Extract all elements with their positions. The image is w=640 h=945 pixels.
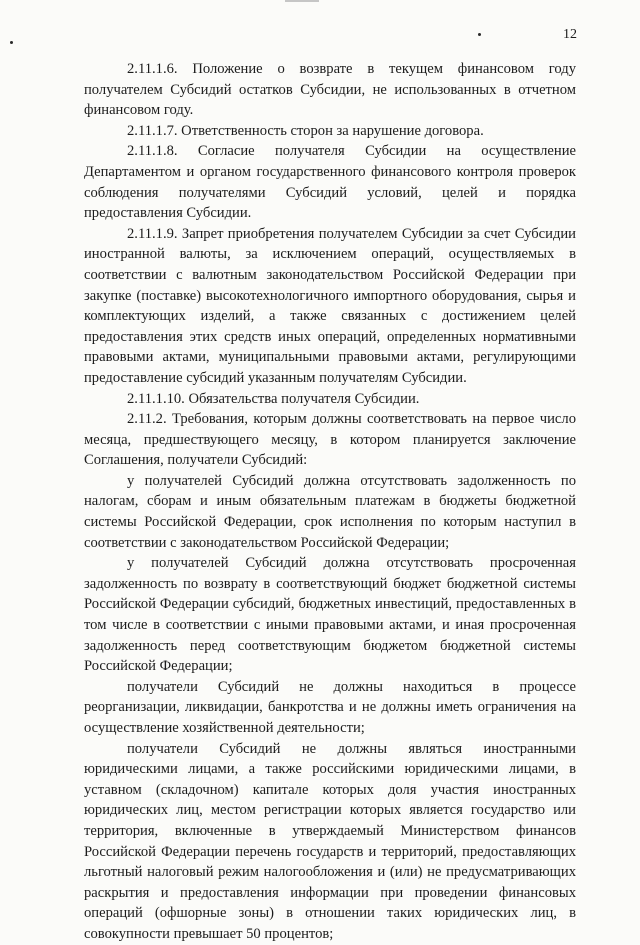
page-number: 12 bbox=[563, 27, 577, 42]
requirement-no-reorganization: получатели Субсидий не должны находиться в процессе реорганизации, ликвидации, банкротства и не должны иметь ограничения на осуществление хозяйственной деятельности; bbox=[84, 678, 576, 736]
requirement-not-foreign-entity: получатели Субсидий не должны являться иностранными юридическими лицами, а также российскими юридическими лицами, в уставном (складочном) капитале которых доля участия иностранных юридических лиц, местом регистрации которых является государство или территория, включенные в утверждаемый Министерством финансов Российской Федерации перечень государств и территорий, предоставляющих льготный налоговый режим налогообложения и (или) не предусматривающих раскрытия и предоставления информации при проведении финансовых операций (офшорные зоны) в отношении таких юридических лиц, в совокупности превышает 50 процентов; bbox=[84, 740, 576, 942]
paragraph-2-11-1-8: 2.11.1.8. Согласие получателя Субсидии на осуществление Департаментом и органом государственного финансового контроля проверок соблюдения получателями Субсидий условий, целей и порядка предоставления Субсидии. bbox=[84, 143, 576, 222]
paragraph-2-11-1-7: 2.11.1.7. Ответственность сторон за нарушение договора. bbox=[127, 122, 484, 139]
paragraph-2-11-2: 2.11.2. Требования, которым должны соответствовать на первое число месяца, предшествующего месяцу, в котором планируется заключение Соглашения, получатели Субсидий: bbox=[84, 411, 576, 469]
paragraph-2-11-1-9: 2.11.1.9. Запрет приобретения получателем Субсидии за счет Субсидии иностранной валюты, за исключением операций, осуществляемых в соответствии с валютным законодательством Российской Федерации при закупке (поставке) высокотехнологичного импортного оборудования, сырья и комплектующих изделий, а также связанных с достижением целей предоставления этих средств иных операций, определенных нормативными правовыми актами, муниципальными правовыми актами, регулирующими предоставление субсидий указанным получателям Субсидии. bbox=[84, 225, 576, 386]
requirement-no-overdue-debt: у получателей Субсидий должна отсутствовать просроченная задолженность по возврату в соответствующий бюджет бюджетной системы Российской Федерации субсидий, бюджетных инвестиций, предоставленных в том числе в соответствии с иными правовыми актами, и иная просроченная задолженность перед соответствующим бюджетом бюджетной системы Российской Федерации; bbox=[84, 555, 576, 675]
scan-mark bbox=[285, 0, 319, 2]
paragraph-2-11-1-6: 2.11.1.6. Положение о возврате в текущем финансовом году получателем Субсидий остатков Субсидии, не использованных в отчетном финансовом году. bbox=[84, 61, 576, 119]
requirement-no-tax-debt: у получателей Субсидий должна отсутствовать задолженность по налогам, сборам и иным обязательным платежам в бюджеты бюджетной системы Российской Федерации, срок исполнения по которым наступил в соответствии с законодательством Российской Федерации; bbox=[84, 472, 576, 551]
scan-speck bbox=[478, 33, 481, 36]
document-body bbox=[84, 59, 576, 945]
scan-speck bbox=[10, 41, 13, 44]
paragraph-2-11-1-10: 2.11.1.10. Обязательства получателя Субсидии. bbox=[127, 390, 420, 407]
